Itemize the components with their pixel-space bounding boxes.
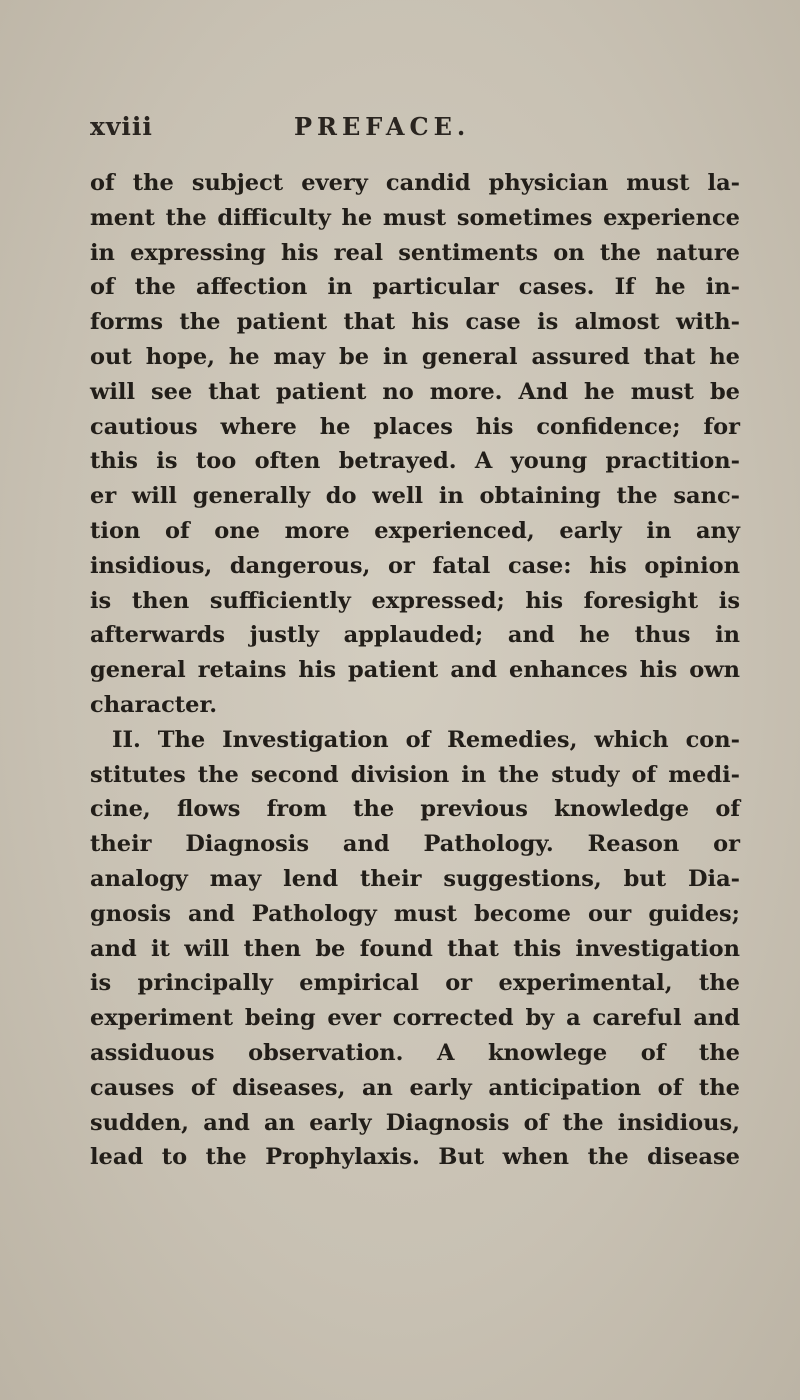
running-head bbox=[90, 112, 740, 152]
text-line: assiduous observation. A knowlege of the bbox=[90, 1039, 740, 1066]
text-line: experiment being ever corrected by a careful and bbox=[90, 1005, 740, 1032]
text-line: of the subject every candid physician must la- bbox=[90, 170, 740, 196]
text-line: er will generally do well in obtaining the sanc- bbox=[90, 483, 740, 510]
text-line: is then sufficiently expressed; his foresight is bbox=[90, 587, 740, 614]
text-line: cautious where he places his confidence; for bbox=[90, 413, 740, 440]
body-text bbox=[90, 166, 740, 1175]
text-line: causes of diseases, an early anticipation of the bbox=[90, 1074, 740, 1101]
text-line: cine, flows from the previous knowledge of bbox=[90, 796, 740, 823]
text-line: gnosis and Pathology must become our guides; bbox=[90, 900, 740, 927]
text-line: this is too often betrayed. A young practition- bbox=[90, 448, 740, 475]
text-line: character. bbox=[90, 691, 218, 718]
text-line: and it will then be found that this investigation bbox=[90, 935, 740, 962]
text-line: forms the patient that his case is almost with- bbox=[90, 309, 740, 336]
text-line: lead to the Prophylaxis. But when the disease bbox=[90, 1144, 740, 1171]
text-line: sudden, and an early Diagnosis of the insidious, bbox=[90, 1109, 740, 1136]
text-line: ment the difficulty he must sometimes experience bbox=[90, 204, 740, 231]
text-line: afterwards justly applauded; and he thus in bbox=[90, 622, 740, 649]
page-number: xviii bbox=[90, 112, 153, 141]
text-line: analogy may lend their suggestions, but Dia- bbox=[90, 865, 740, 892]
text-line: tion of one more experienced, early in any bbox=[90, 517, 740, 544]
text-line: insidious, dangerous, or fatal case: his opinion bbox=[90, 552, 740, 579]
text-line: of the affection in particular cases. If he in- bbox=[90, 274, 740, 301]
text-line: their Diagnosis and Pathology. Reason or bbox=[90, 831, 740, 858]
running-title: PREFACE. bbox=[294, 112, 471, 141]
text-line: in expressing his real sentiments on the nature bbox=[90, 239, 740, 266]
text-line: stitutes the second division in the study of medi- bbox=[90, 761, 740, 788]
text-line: is principally empirical or experimental, the bbox=[90, 970, 740, 997]
text-line: general retains his patient and enhances his own bbox=[90, 657, 740, 684]
paragraph-start-line: II. The Investigation of Remedies, which con- bbox=[112, 726, 740, 753]
text-line: will see that patient no more. And he must be bbox=[90, 378, 740, 405]
text-line: out hope, he may be in general assured that he bbox=[90, 343, 740, 370]
